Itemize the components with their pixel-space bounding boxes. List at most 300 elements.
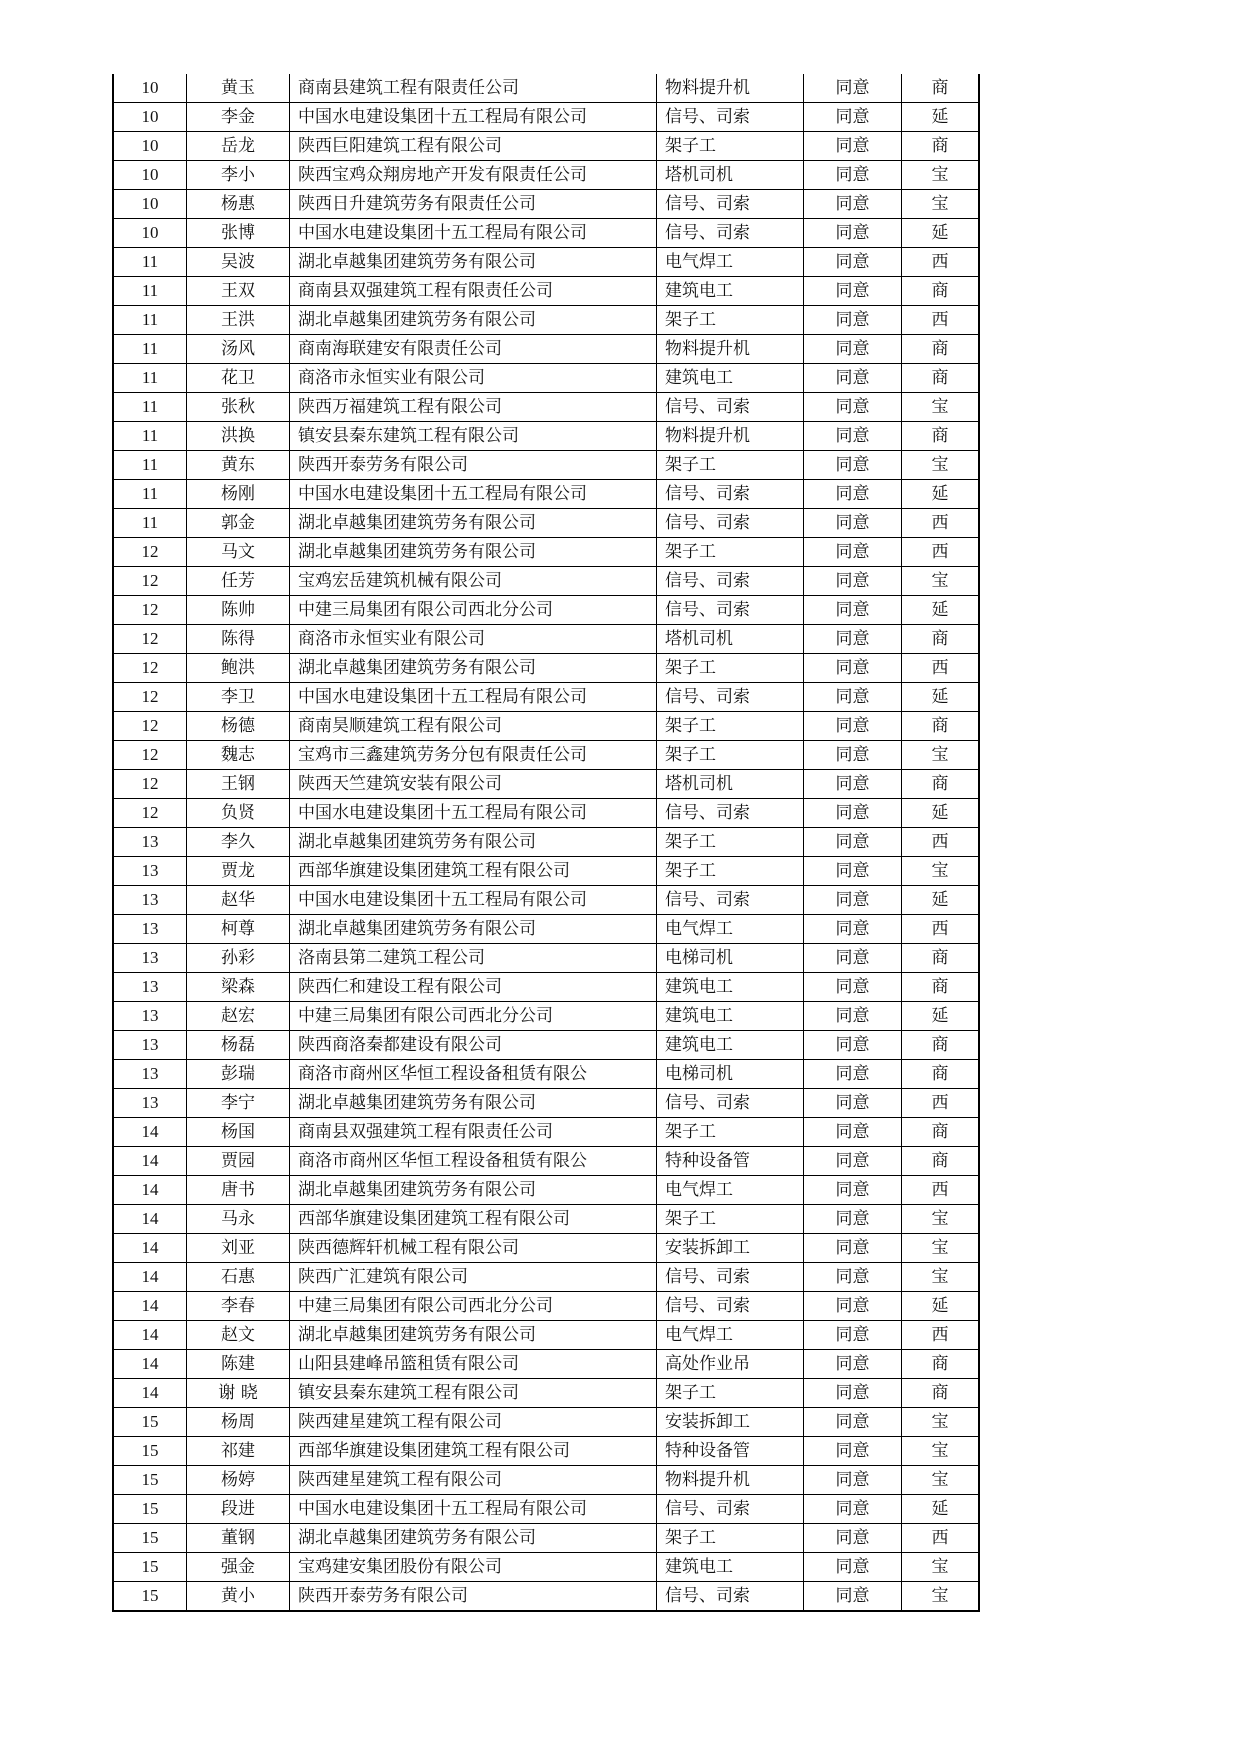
region-cell: 商: [902, 132, 980, 161]
region-cell: 西: [902, 654, 980, 683]
table-row: [113, 161, 979, 190]
result-cell: 同意: [804, 422, 902, 451]
batch-cell: 15: [113, 1466, 187, 1495]
table-row: [113, 799, 979, 828]
work-type-cell: 信号、司索: [657, 190, 804, 219]
result-cell: 同意: [804, 1060, 902, 1089]
work-type-cell: 架子工: [657, 1379, 804, 1408]
work-type-cell: 建筑电工: [657, 277, 804, 306]
name-cell: 黄小: [187, 1582, 290, 1612]
batch-cell: 10: [113, 219, 187, 248]
company-cell: 陕西万福建筑工程有限公司: [290, 393, 657, 422]
table-row: [113, 712, 979, 741]
table-row: [113, 393, 979, 422]
name-cell: 祁建: [187, 1437, 290, 1466]
result-cell: 同意: [804, 712, 902, 741]
work-type-cell: 电气焊工: [657, 915, 804, 944]
company-cell: 陕西宝鸡众翔房地产开发有限责任公司: [290, 161, 657, 190]
batch-cell: 11: [113, 393, 187, 422]
result-cell: 同意: [804, 1582, 902, 1612]
table-row: [113, 1466, 979, 1495]
batch-cell: 11: [113, 248, 187, 277]
result-cell: 同意: [804, 480, 902, 509]
table-row: [113, 828, 979, 857]
table-row: [113, 103, 979, 132]
region-cell: 商: [902, 1118, 980, 1147]
company-cell: 中国水电建设集团十五工程局有限公司: [290, 683, 657, 712]
region-cell: 商: [902, 770, 980, 799]
table-row: [113, 944, 979, 973]
name-cell: 王钢: [187, 770, 290, 799]
work-type-cell: 物料提升机: [657, 1466, 804, 1495]
batch-cell: 12: [113, 741, 187, 770]
result-cell: 同意: [804, 393, 902, 422]
name-cell: 杨刚: [187, 480, 290, 509]
company-cell: 中国水电建设集团十五工程局有限公司: [290, 219, 657, 248]
company-cell: 中建三局集团有限公司西北分公司: [290, 596, 657, 625]
work-type-cell: 信号、司索: [657, 1582, 804, 1612]
region-cell: 宝: [902, 1553, 980, 1582]
work-type-cell: 物料提升机: [657, 422, 804, 451]
work-type-cell: 电梯司机: [657, 944, 804, 973]
batch-cell: 14: [113, 1321, 187, 1350]
table-row: [113, 1321, 979, 1350]
table-row: [113, 857, 979, 886]
batch-cell: 15: [113, 1582, 187, 1612]
name-cell: 洪换: [187, 422, 290, 451]
work-type-cell: 塔机司机: [657, 625, 804, 654]
name-cell: 陈帅: [187, 596, 290, 625]
work-type-cell: 架子工: [657, 306, 804, 335]
batch-cell: 11: [113, 306, 187, 335]
name-cell: 赵华: [187, 886, 290, 915]
result-cell: 同意: [804, 915, 902, 944]
region-cell: 延: [902, 886, 980, 915]
company-cell: 湖北卓越集团建筑劳务有限公司: [290, 1176, 657, 1205]
table-row: [113, 248, 979, 277]
work-type-cell: 信号、司索: [657, 1089, 804, 1118]
table-row: [113, 1002, 979, 1031]
region-cell: 西: [902, 1176, 980, 1205]
company-cell: 镇安县秦东建筑工程有限公司: [290, 1379, 657, 1408]
company-cell: 陕西建星建筑工程有限公司: [290, 1466, 657, 1495]
result-cell: 同意: [804, 799, 902, 828]
region-cell: 延: [902, 219, 980, 248]
batch-cell: 12: [113, 683, 187, 712]
company-cell: 中国水电建设集团十五工程局有限公司: [290, 1495, 657, 1524]
name-cell: 李宁: [187, 1089, 290, 1118]
work-type-cell: 信号、司索: [657, 1263, 804, 1292]
work-type-cell: 建筑电工: [657, 1031, 804, 1060]
company-cell: 商南县双强建筑工程有限责任公司: [290, 1118, 657, 1147]
name-cell: 杨磊: [187, 1031, 290, 1060]
company-cell: 中建三局集团有限公司西北分公司: [290, 1002, 657, 1031]
name-cell: 孙彩: [187, 944, 290, 973]
result-cell: 同意: [804, 1176, 902, 1205]
table-row: [113, 1147, 979, 1176]
company-cell: 湖北卓越集团建筑劳务有限公司: [290, 538, 657, 567]
company-cell: 湖北卓越集团建筑劳务有限公司: [290, 828, 657, 857]
batch-cell: 14: [113, 1234, 187, 1263]
batch-cell: 11: [113, 364, 187, 393]
region-cell: 商: [902, 1350, 980, 1379]
batch-cell: 10: [113, 132, 187, 161]
batch-cell: 15: [113, 1524, 187, 1553]
company-cell: 商洛市永恒实业有限公司: [290, 364, 657, 393]
result-cell: 同意: [804, 335, 902, 364]
result-cell: 同意: [804, 1205, 902, 1234]
batch-cell: 14: [113, 1205, 187, 1234]
company-cell: 陕西仁和建设工程有限公司: [290, 973, 657, 1002]
result-cell: 同意: [804, 944, 902, 973]
region-cell: 宝: [902, 1408, 980, 1437]
work-type-cell: 建筑电工: [657, 1002, 804, 1031]
company-cell: 湖北卓越集团建筑劳务有限公司: [290, 1089, 657, 1118]
company-cell: 中国水电建设集团十五工程局有限公司: [290, 480, 657, 509]
result-cell: 同意: [804, 161, 902, 190]
table-row: [113, 1582, 979, 1612]
table-row: [113, 132, 979, 161]
work-type-cell: 架子工: [657, 538, 804, 567]
work-type-cell: 信号、司索: [657, 103, 804, 132]
result-cell: 同意: [804, 1118, 902, 1147]
company-cell: 山阳县建峰吊篮租赁有限公司: [290, 1350, 657, 1379]
company-cell: 镇安县秦东建筑工程有限公司: [290, 422, 657, 451]
name-cell: 李小: [187, 161, 290, 190]
batch-cell: 11: [113, 422, 187, 451]
name-cell: 梁森: [187, 973, 290, 1002]
result-cell: 同意: [804, 1002, 902, 1031]
table-row: [113, 1437, 979, 1466]
work-type-cell: 架子工: [657, 741, 804, 770]
company-cell: 陕西开泰劳务有限公司: [290, 1582, 657, 1612]
result-cell: 同意: [804, 567, 902, 596]
result-cell: 同意: [804, 103, 902, 132]
company-cell: 宝鸡市三鑫建筑劳务分包有限责任公司: [290, 741, 657, 770]
table-row: [113, 683, 979, 712]
company-cell: 中建三局集团有限公司西北分公司: [290, 1292, 657, 1321]
work-type-cell: 物料提升机: [657, 74, 804, 103]
region-cell: 宝: [902, 741, 980, 770]
region-cell: 商: [902, 1060, 980, 1089]
table-row: [113, 654, 979, 683]
batch-cell: 14: [113, 1176, 187, 1205]
table-row: [113, 422, 979, 451]
table-row: [113, 480, 979, 509]
name-cell: 吴波: [187, 248, 290, 277]
region-cell: 延: [902, 480, 980, 509]
name-cell: 王双: [187, 277, 290, 306]
region-cell: 西: [902, 306, 980, 335]
work-type-cell: 建筑电工: [657, 364, 804, 393]
batch-cell: 13: [113, 1031, 187, 1060]
result-cell: 同意: [804, 1495, 902, 1524]
work-type-cell: 信号、司索: [657, 393, 804, 422]
company-cell: 商洛市商州区华恒工程设备租赁有限公: [290, 1147, 657, 1176]
name-cell: 任芳: [187, 567, 290, 596]
region-cell: 延: [902, 103, 980, 132]
table-row: [113, 1379, 979, 1408]
region-cell: 宝: [902, 393, 980, 422]
result-cell: 同意: [804, 1263, 902, 1292]
batch-cell: 11: [113, 277, 187, 306]
name-cell: 黄玉: [187, 74, 290, 103]
table-row: [113, 190, 979, 219]
region-cell: 商: [902, 1379, 980, 1408]
region-cell: 宝: [902, 857, 980, 886]
company-cell: 商洛市商州区华恒工程设备租赁有限公: [290, 1060, 657, 1089]
work-type-cell: 信号、司索: [657, 1495, 804, 1524]
batch-cell: 13: [113, 828, 187, 857]
result-cell: 同意: [804, 219, 902, 248]
name-cell: 赵宏: [187, 1002, 290, 1031]
result-cell: 同意: [804, 190, 902, 219]
work-type-cell: 信号、司索: [657, 886, 804, 915]
table-row: [113, 1234, 979, 1263]
name-cell: 贾园: [187, 1147, 290, 1176]
name-cell: 贾龙: [187, 857, 290, 886]
company-cell: 陕西德辉轩机械工程有限公司: [290, 1234, 657, 1263]
work-type-cell: 信号、司索: [657, 1292, 804, 1321]
batch-cell: 15: [113, 1437, 187, 1466]
result-cell: 同意: [804, 1321, 902, 1350]
work-type-cell: 建筑电工: [657, 973, 804, 1002]
table-row: [113, 1060, 979, 1089]
result-cell: 同意: [804, 538, 902, 567]
work-type-cell: 高处作业吊: [657, 1350, 804, 1379]
result-cell: 同意: [804, 364, 902, 393]
result-cell: 同意: [804, 1234, 902, 1263]
name-cell: 张秋: [187, 393, 290, 422]
result-cell: 同意: [804, 828, 902, 857]
table-row: [113, 1495, 979, 1524]
table-row: [113, 741, 979, 770]
region-cell: 商: [902, 277, 980, 306]
name-cell: 负贤: [187, 799, 290, 828]
company-cell: 湖北卓越集团建筑劳务有限公司: [290, 306, 657, 335]
name-cell: 岳龙: [187, 132, 290, 161]
table-row: [113, 1176, 979, 1205]
region-cell: 商: [902, 944, 980, 973]
region-cell: 商: [902, 973, 980, 1002]
name-cell: 李金: [187, 103, 290, 132]
name-cell: 李久: [187, 828, 290, 857]
region-cell: 宝: [902, 1205, 980, 1234]
result-cell: 同意: [804, 248, 902, 277]
name-cell: 柯尊: [187, 915, 290, 944]
company-cell: 陕西日升建筑劳务有限责任公司: [290, 190, 657, 219]
company-cell: 陕西开泰劳务有限公司: [290, 451, 657, 480]
company-cell: 商南县双强建筑工程有限责任公司: [290, 277, 657, 306]
company-cell: 陕西天竺建筑安装有限公司: [290, 770, 657, 799]
work-type-cell: 信号、司索: [657, 596, 804, 625]
table-row: [113, 973, 979, 1002]
work-type-cell: 架子工: [657, 1118, 804, 1147]
name-cell: 董钢: [187, 1524, 290, 1553]
result-cell: 同意: [804, 1089, 902, 1118]
work-type-cell: 特种设备管: [657, 1147, 804, 1176]
company-cell: 湖北卓越集团建筑劳务有限公司: [290, 509, 657, 538]
region-cell: 西: [902, 509, 980, 538]
company-cell: 陕西巨阳建筑工程有限公司: [290, 132, 657, 161]
work-type-cell: 安装拆卸工: [657, 1408, 804, 1437]
region-cell: 商: [902, 1147, 980, 1176]
work-type-cell: 电气焊工: [657, 1321, 804, 1350]
batch-cell: 15: [113, 1495, 187, 1524]
company-cell: 湖北卓越集团建筑劳务有限公司: [290, 248, 657, 277]
table-row: [113, 1089, 979, 1118]
batch-cell: 13: [113, 1089, 187, 1118]
name-cell: 花卫: [187, 364, 290, 393]
table-row: [113, 1263, 979, 1292]
batch-cell: 10: [113, 74, 187, 103]
name-cell: 李卫: [187, 683, 290, 712]
name-cell: 王洪: [187, 306, 290, 335]
region-cell: 宝: [902, 190, 980, 219]
company-cell: 湖北卓越集团建筑劳务有限公司: [290, 654, 657, 683]
company-cell: 西部华旗建设集团建筑工程有限公司: [290, 1437, 657, 1466]
batch-cell: 11: [113, 509, 187, 538]
region-cell: 商: [902, 625, 980, 654]
work-type-cell: 架子工: [657, 1524, 804, 1553]
result-cell: 同意: [804, 857, 902, 886]
name-cell: 黄东: [187, 451, 290, 480]
table-row: [113, 277, 979, 306]
region-cell: 延: [902, 799, 980, 828]
company-cell: 湖北卓越集团建筑劳务有限公司: [290, 915, 657, 944]
region-cell: 延: [902, 1495, 980, 1524]
region-cell: 西: [902, 538, 980, 567]
work-type-cell: 信号、司索: [657, 480, 804, 509]
work-type-cell: 塔机司机: [657, 161, 804, 190]
region-cell: 西: [902, 248, 980, 277]
batch-cell: 13: [113, 886, 187, 915]
name-cell: 郭金: [187, 509, 290, 538]
table-row: [113, 567, 979, 596]
name-cell: 马文: [187, 538, 290, 567]
company-cell: 中国水电建设集团十五工程局有限公司: [290, 799, 657, 828]
work-type-cell: 信号、司索: [657, 509, 804, 538]
table-row: [113, 74, 979, 103]
table-row: [113, 451, 979, 480]
result-cell: 同意: [804, 596, 902, 625]
region-cell: 宝: [902, 1437, 980, 1466]
result-cell: 同意: [804, 741, 902, 770]
region-cell: 商: [902, 1031, 980, 1060]
table-row: [113, 1031, 979, 1060]
company-cell: 湖北卓越集团建筑劳务有限公司: [290, 1524, 657, 1553]
batch-cell: 10: [113, 190, 187, 219]
result-cell: 同意: [804, 886, 902, 915]
batch-cell: 15: [113, 1553, 187, 1582]
batch-cell: 14: [113, 1379, 187, 1408]
batch-cell: 12: [113, 654, 187, 683]
work-type-cell: 建筑电工: [657, 1553, 804, 1582]
work-type-cell: 架子工: [657, 712, 804, 741]
work-type-cell: 架子工: [657, 132, 804, 161]
region-cell: 延: [902, 1002, 980, 1031]
table-row: [113, 364, 979, 393]
company-cell: 中国水电建设集团十五工程局有限公司: [290, 103, 657, 132]
region-cell: 西: [902, 1524, 980, 1553]
result-cell: 同意: [804, 1031, 902, 1060]
company-cell: 商南县建筑工程有限责任公司: [290, 74, 657, 103]
region-cell: 宝: [902, 567, 980, 596]
name-cell: 张博: [187, 219, 290, 248]
batch-cell: 14: [113, 1118, 187, 1147]
work-type-cell: 电气焊工: [657, 248, 804, 277]
table-row: [113, 770, 979, 799]
company-cell: 商南昊顺建筑工程有限公司: [290, 712, 657, 741]
name-cell: 马永: [187, 1205, 290, 1234]
region-cell: 商: [902, 712, 980, 741]
company-cell: 陕西建星建筑工程有限公司: [290, 1408, 657, 1437]
company-cell: 中国水电建设集团十五工程局有限公司: [290, 886, 657, 915]
batch-cell: 13: [113, 915, 187, 944]
result-cell: 同意: [804, 770, 902, 799]
result-cell: 同意: [804, 654, 902, 683]
work-type-cell: 架子工: [657, 857, 804, 886]
region-cell: 宝: [902, 451, 980, 480]
table-row: [113, 915, 979, 944]
name-cell: 唐书: [187, 1176, 290, 1205]
region-cell: 宝: [902, 1234, 980, 1263]
work-type-cell: 信号、司索: [657, 219, 804, 248]
name-cell: 杨惠: [187, 190, 290, 219]
region-cell: 宝: [902, 1582, 980, 1612]
region-cell: 延: [902, 1292, 980, 1321]
company-cell: 西部华旗建设集团建筑工程有限公司: [290, 857, 657, 886]
batch-cell: 11: [113, 335, 187, 364]
result-cell: 同意: [804, 1408, 902, 1437]
work-type-cell: 架子工: [657, 828, 804, 857]
name-cell: 鲍洪: [187, 654, 290, 683]
batch-cell: 12: [113, 538, 187, 567]
batch-cell: 14: [113, 1263, 187, 1292]
batch-cell: 14: [113, 1147, 187, 1176]
table-body: [113, 74, 979, 1611]
result-cell: 同意: [804, 74, 902, 103]
region-cell: 延: [902, 596, 980, 625]
result-cell: 同意: [804, 973, 902, 1002]
name-cell: 段进: [187, 1495, 290, 1524]
table-row: [113, 538, 979, 567]
name-cell: 彭瑞: [187, 1060, 290, 1089]
region-cell: 商: [902, 74, 980, 103]
batch-cell: 13: [113, 944, 187, 973]
result-cell: 同意: [804, 509, 902, 538]
name-cell: 强金: [187, 1553, 290, 1582]
batch-cell: 14: [113, 1350, 187, 1379]
result-cell: 同意: [804, 451, 902, 480]
work-type-cell: 信号、司索: [657, 683, 804, 712]
table-row: [113, 1118, 979, 1147]
table-row: [113, 1350, 979, 1379]
work-type-cell: 架子工: [657, 1205, 804, 1234]
company-cell: 陕西广汇建筑有限公司: [290, 1263, 657, 1292]
work-type-cell: 特种设备管: [657, 1437, 804, 1466]
company-cell: 宝鸡宏岳建筑机械有限公司: [290, 567, 657, 596]
name-cell: 汤风: [187, 335, 290, 364]
work-type-cell: 安装拆卸工: [657, 1234, 804, 1263]
name-cell: 杨德: [187, 712, 290, 741]
name-cell: 魏志: [187, 741, 290, 770]
name-cell: 杨国: [187, 1118, 290, 1147]
name-cell: 杨婷: [187, 1466, 290, 1495]
batch-cell: 12: [113, 596, 187, 625]
batch-cell: 10: [113, 161, 187, 190]
result-cell: 同意: [804, 1292, 902, 1321]
